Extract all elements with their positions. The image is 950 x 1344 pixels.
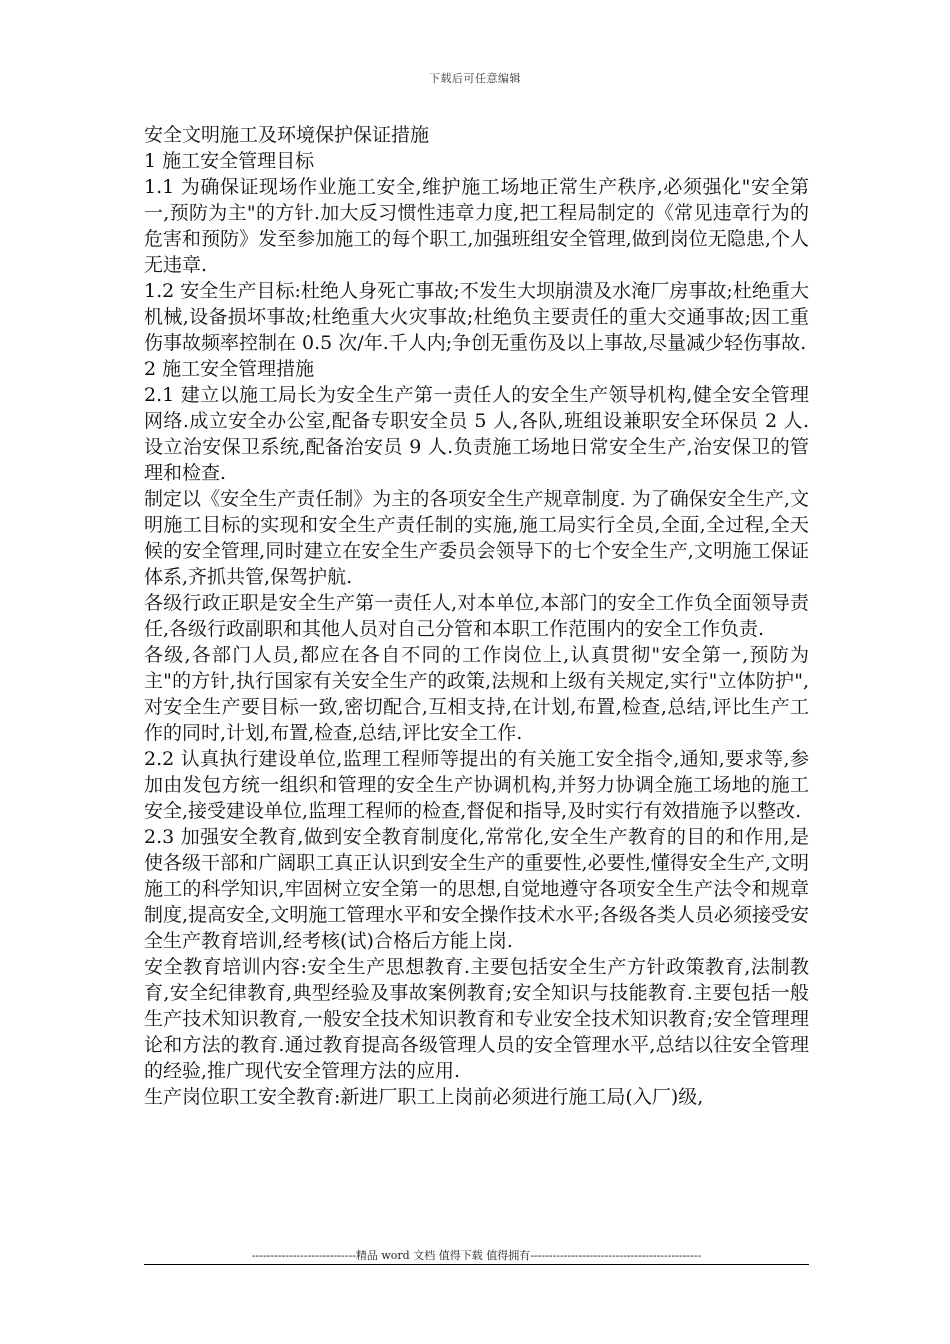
page-footer: ----------------------------精品 word 文档 值得下载 值得拥有---------------------------------------------- [251, 1249, 702, 1262]
paragraph: 生产岗位职工安全教育:新进厂职工上岗前必须进行施工局(入厂)级, [144, 1086, 704, 1108]
paragraph: 2.3 加强安全教育,做到安全教育制度化,常常化,安全生产教育的目的和作用,是使各级干部和广阔职工真正认识到安全生产的重要性,必要性,懂得安全生产,文明施工的科学知识,牢固树立安全第一的思想,自觉地遵守各项安全生产法令和规章制度,提高安全,文明施工管理水平和安全操作技术水平;各级各类人员必须接受安全生产教育培训,经考核(试)合格后方能上岗. [144, 826, 809, 952]
footer-divider [144, 1264, 809, 1265]
paragraph: 各级,各部门人员,都应在各自不同的工作岗位上,认真贯彻"安全第一,预防为主"的方针,执行国家有关安全生产的政策,法规和上级有关规定,实行"立体防护",对安全生产要目标一致,密切配合,互相支持,在计划,布置,检查,总结,评比生产工作的同时,计划,布置,检查,总结,评比安全工作. [144, 644, 809, 744]
paragraph: 2.2 认真执行建设单位,监理工程师等提出的有关施工安全指令,通知,要求等,参加由发包方统一组织和管理的安全生产协调机构,并努力协调全施工场地的施工安全,接受建设单位,监理工程师的检查,督促和指导,及时实行有效措施予以整改. [144, 748, 809, 822]
section-heading: 2 施工安全管理措施 [144, 358, 315, 380]
document-body [144, 122, 809, 1110]
paragraph: 制定以《安全生产责任制》为主的各项安全生产规章制度. 为了确保安全生产,文明施工目标的实现和安全生产责任制的实施,施工局实行全员,全面,全过程,全天候的安全管理,同时建立在安全生产委员会领导下的七个安全生产,文明施工保证体系,齐抓共管,保驾护航. [144, 488, 809, 588]
document-title: 安全文明施工及环境保护保证措施 [144, 124, 430, 146]
paragraph: 1.2 安全生产目标:杜绝人身死亡事故;不发生大坝崩溃及水淹厂房事故;杜绝重大机械,设备损坏事故;杜绝重大火灾事故;杜绝负主要责任的重大交通事故;因工重伤事故频率控制在 0.5 次/年.千人内;争创无重伤及以上事故,尽量减少轻伤事故. [144, 280, 809, 354]
paragraph: 1.1 为确保证现场作业施工安全,维护施工场地正常生产秩序,必须强化"安全第一,预防为主"的方针.加大反习惯性违章力度,把工程局制定的《常见违章行为的危害和预防》发至参加施工的每个职工,加强班组安全管理,做到岗位无隐患,个人无违章. [144, 176, 809, 276]
section-heading: 1 施工安全管理目标 [144, 150, 315, 172]
paragraph: 安全教育培训内容:安全生产思想教育.主要包括安全生产方针政策教育,法制教育,安全纪律教育,典型经验及事故案例教育;安全知识与技能教育.主要包括一般生产技术知识教育,一般安全技术知识教育和专业安全技术知识教育;安全管理理论和方法的教育.通过教育提高各级管理人员的安全管理水平,总结以往安全管理的经验,推广现代安全管理方法的应用. [144, 956, 809, 1082]
paragraph: 各级行政正职是安全生产第一责任人,对本单位,本部门的安全工作负全面领导责任,各级行政副职和其他人员对自己分管和本职工作范围内的安全工作负责. [144, 592, 809, 640]
paragraph: 2.1 建立以施工局长为安全生产第一责任人的安全生产领导机构,健全安全管理网络.成立安全办公室,配备专职安全员 5 人,各队,班组设兼职安全环保员 2 人.设立治安保卫系统,配备治安员 9 人.负责施工场地日常安全生产,治安保卫的管理和检查. [144, 384, 809, 484]
page-header: 下载后可任意编辑 [429, 72, 521, 85]
